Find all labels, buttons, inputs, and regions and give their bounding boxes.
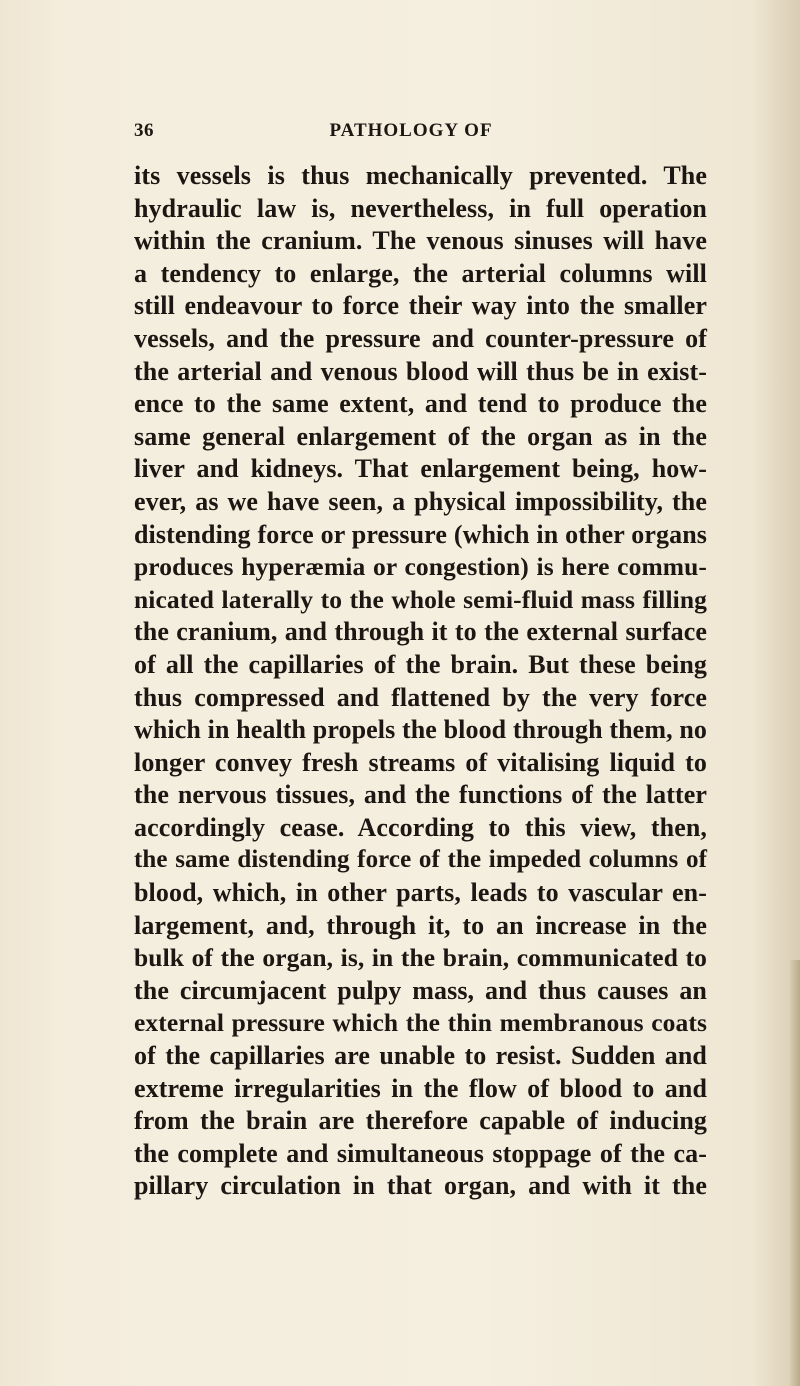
text-line: ever, as we have seen, a physical impossibility, the [134,486,707,516]
text-line: produces hyperæmia or congestion) is here commu- [134,552,707,582]
page-edge-shadow [790,960,800,1386]
text-line: nicated laterally to the whole semi-fluid mass filling [134,584,707,614]
text-line: the complete and simultaneous stoppage of the ca- [134,1138,707,1168]
text-line: distending force or pressure (which in other organs [134,519,707,549]
text-line: longer convey fresh streams of vitalising liquid to [134,747,707,777]
text-line: pillary circulation in that organ, and with it the [134,1171,707,1201]
text-line: the same distending force of the impeded columns of [134,846,707,874]
text-line: liver and kidneys. That enlargement being, how- [134,454,707,484]
running-head: PATHOLOGY OF [329,120,493,141]
text-line: ence to the same extent, and tend to produce the [134,389,707,419]
page-header [126,120,696,150]
text-line: accordingly cease. According to this view, then, [134,812,707,842]
text-line: the nervous tissues, and the functions of the latter [134,780,707,810]
text-line: which in health propels the blood through them, no [134,715,707,745]
text-line: hydraulic law is, nevertheless, in full operation [134,193,707,223]
text-line: still endeavour to force their way into the smaller [134,291,707,321]
text-line: from the brain are therefore capable of inducing [134,1106,707,1136]
text-line: a tendency to enlarge, the arterial columns will [134,258,707,288]
text-line: of the capillaries are unable to resist. Sudden and [134,1041,707,1071]
text-line: the circumjacent pulpy mass, and thus causes an [134,975,707,1005]
text-line: external pressure which the thin membranous coats [134,1008,707,1038]
text-line: within the cranium. The venous sinuses will have [134,226,707,256]
text-line: thus compressed and flattened by the very force [134,682,707,712]
text-line: same general enlargement of the organ as in the [134,421,707,451]
text-line: of all the capillaries of the brain. But these being [134,649,707,679]
text-line: the cranium, and through it to the external surface [134,617,707,647]
text-line: extreme irregularities in the flow of blood to and [134,1073,707,1103]
page-number: 36 [134,120,154,141]
body-paragraph [134,160,707,1203]
text-line: vessels, and the pressure and counter-pressure of [134,323,707,353]
text-line: its vessels is thus mechanically prevented. The [134,161,707,190]
text-line: the arterial and venous blood will thus be in exist- [134,356,707,386]
text-line: largement, and, through it, to an increase in the [134,910,707,940]
text-line: bulk of the organ, is, in the brain, communicated to [134,943,707,973]
text-line: blood, which, in other parts, leads to vascular en- [134,878,707,908]
